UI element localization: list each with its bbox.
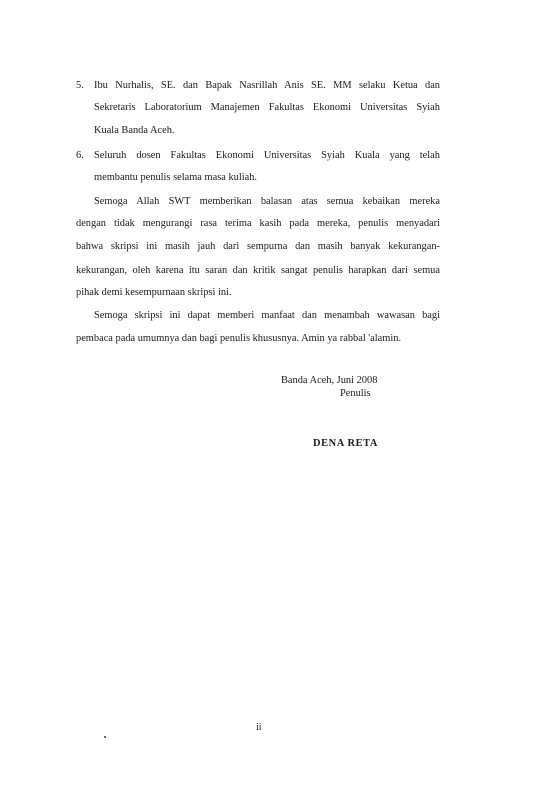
paragraph-1-line-2: dengan tidak mengurangi rasa terima kasih pada mereka, penulis menyadari bbox=[76, 218, 440, 229]
list-item-5-line-1: Ibu Nurhalis, SE. dan Bapak Nasrillah Anis SE. MM selaku Ketua dan bbox=[94, 80, 440, 91]
list-item-5-line-2: Sekretaris Laboratorium Manajemen Fakultas Ekonomi Universitas Syiah bbox=[94, 102, 440, 113]
scan-speck bbox=[104, 736, 106, 738]
paragraph-1-line-1: Semoga Allah SWT memberikan balasan atas semua kebaikan mereka bbox=[94, 196, 440, 207]
page-number: ii bbox=[256, 722, 262, 733]
paragraph-2-line-2: pembaca pada umumnya dan bagi penulis khususnya. Amin ya rabbal 'alamin. bbox=[76, 333, 402, 344]
paragraph-1-line-3: bahwa skripsi ini masih jauh dari sempurna dan masih banyak kekurangan- bbox=[76, 241, 440, 252]
list-item-5-line-3: Kuala Banda Aceh. bbox=[94, 125, 175, 136]
signature-place-date: Banda Aceh, Juni 2008 bbox=[281, 375, 378, 386]
paragraph-2-line-1: Semoga skripsi ini dapat memberi manfaat dan menambah wawasan bagi bbox=[94, 310, 440, 321]
list-item-6-line-1: Seluruh dosen Fakultas Ekonomi Universitas Syiah Kuala yang telah bbox=[94, 150, 440, 161]
list-item-6-line-2: membantu penulis selama masa kuliah. bbox=[94, 172, 258, 183]
paragraph-1-line-4: kekurangan, oleh karena itu saran dan kritik sangat penulis harapkan dari semua bbox=[76, 265, 440, 276]
list-number-6: 6. bbox=[76, 150, 84, 161]
signature-role: Penulis bbox=[340, 388, 371, 399]
list-number-5: 5. bbox=[76, 80, 84, 91]
signature-name: DENA RETA bbox=[313, 438, 378, 449]
paragraph-1-line-5: pihak demi kesempurnaan skripsi ini. bbox=[76, 287, 232, 298]
